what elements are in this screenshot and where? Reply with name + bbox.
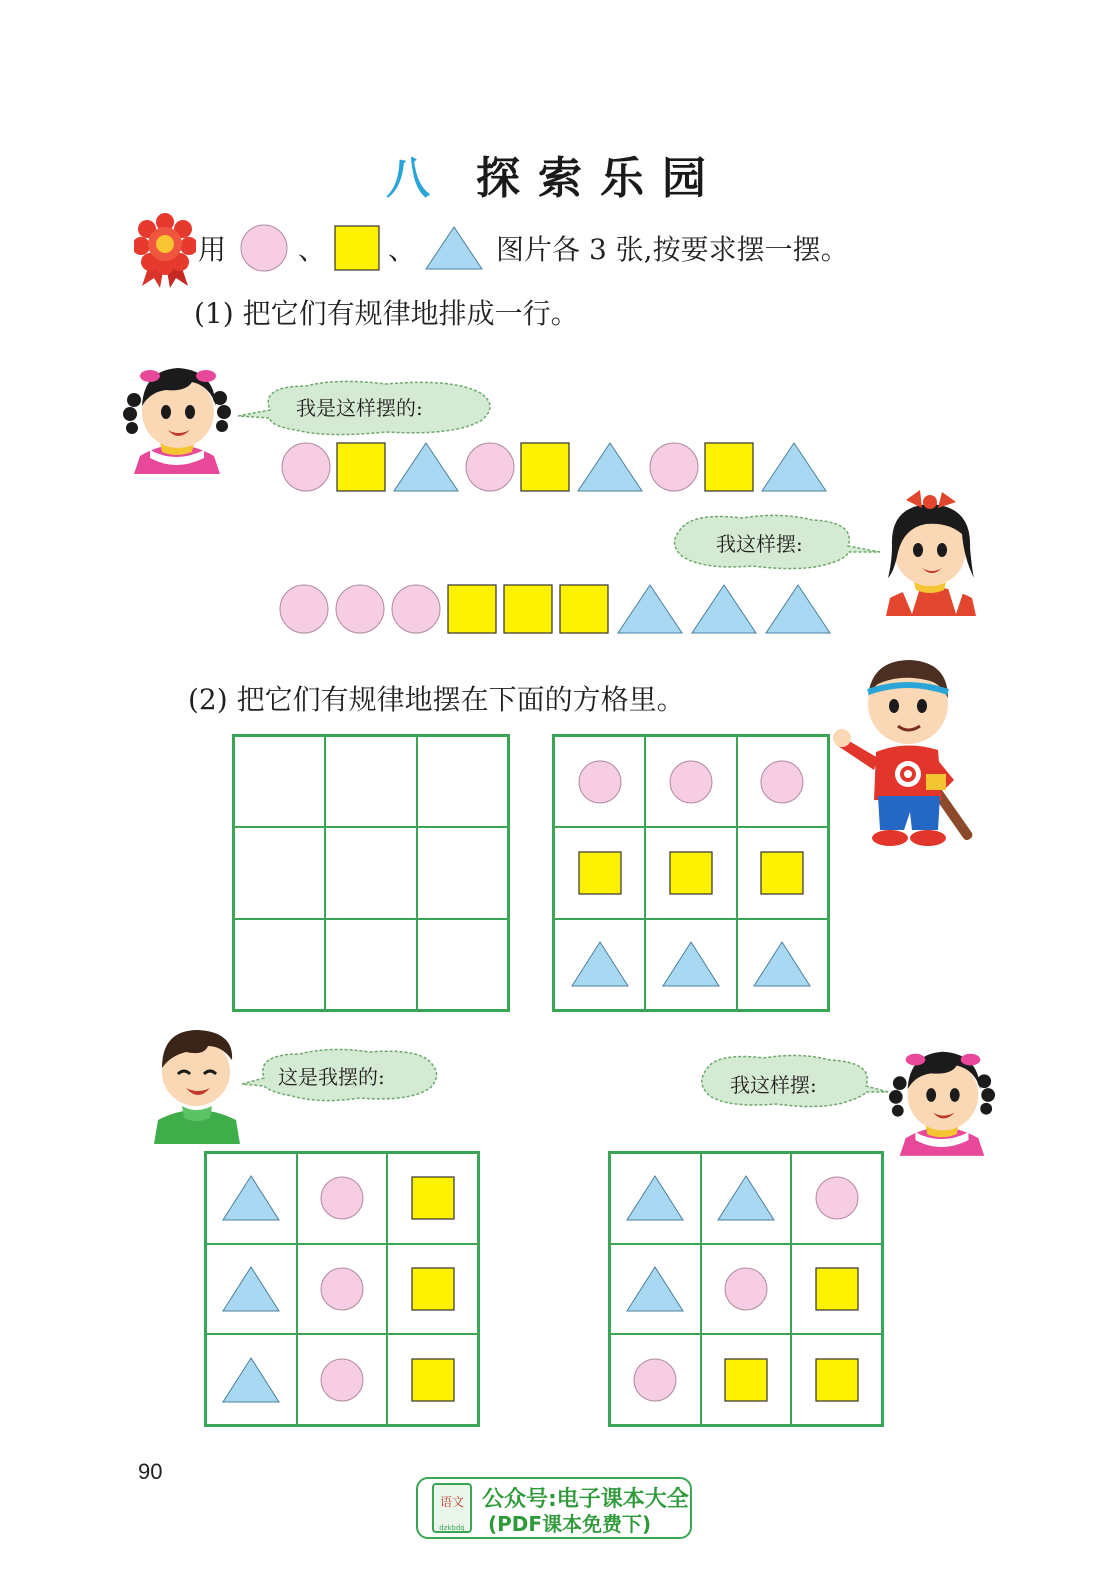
grid-cell (701, 1153, 792, 1244)
grid-cell (554, 736, 645, 827)
square-shape (403, 1170, 463, 1226)
chapter-number: 八 (386, 153, 448, 204)
grid-cell (737, 919, 828, 1010)
grid-cell (325, 919, 416, 1010)
page-title (0, 142, 1110, 206)
square-shape (716, 1352, 776, 1408)
part1-heading: (1) 把它们有规律地排成一行。 (194, 297, 579, 330)
triangle-shape (221, 1261, 281, 1317)
speech-a-text: 我是这样摆的: (296, 396, 423, 420)
circle-shape (312, 1170, 372, 1226)
grid-cell (645, 736, 736, 827)
grid-cell (387, 1244, 478, 1335)
grid-cell (554, 919, 645, 1010)
triangle-shape (625, 1170, 685, 1226)
grid-cell (297, 1244, 388, 1335)
book-badge-icon (432, 1483, 472, 1533)
badge-sub-text: dzkbdq (439, 1524, 465, 1532)
triangle-shape (570, 936, 630, 992)
square-card (334, 225, 380, 271)
square-shape (807, 1261, 867, 1317)
shape-row-a (280, 440, 832, 494)
task-instruction (198, 226, 849, 270)
grid-cell (297, 1334, 388, 1425)
girl-pigtails-illustration (120, 346, 232, 474)
speech-b-text: 我这样摆: (716, 532, 803, 556)
circle-shape (312, 1352, 372, 1408)
triangle-shape (625, 1261, 685, 1317)
grid-cell (737, 827, 828, 918)
task-prefix: 用 (198, 233, 227, 266)
rosette-icon (134, 212, 196, 290)
square-shape (807, 1352, 867, 1408)
grid-cell (554, 827, 645, 918)
task-suffix: 图片各 3 张,按要求摆一摆。 (496, 233, 849, 266)
separator: 、 (388, 233, 417, 266)
grid-cell (206, 1153, 297, 1244)
grid-by-boy (204, 1151, 480, 1427)
grid-cell (610, 1334, 701, 1425)
boy-green-sweater-illustration (152, 1016, 242, 1144)
girl-bow-illustration (876, 478, 984, 616)
circle-shape (752, 754, 812, 810)
page-number: 90 (138, 1459, 163, 1484)
grid-cell (325, 736, 416, 827)
square-shape (403, 1352, 463, 1408)
grid-cell (206, 1334, 297, 1425)
shape-row-b (278, 582, 834, 636)
empty-grid (232, 734, 510, 1012)
triangle-shape (752, 936, 812, 992)
triangle-card (424, 225, 484, 271)
grid-cell (234, 919, 325, 1010)
grid-cell (701, 1244, 792, 1335)
example-grid (552, 734, 830, 1012)
separator: 、 (298, 233, 327, 266)
speech-d-text: 我这样摆: (730, 1073, 817, 1097)
grid-cell (234, 736, 325, 827)
grid-cell (701, 1334, 792, 1425)
grid-cell (234, 827, 325, 918)
grid-cell (417, 736, 508, 827)
circle-shape (625, 1352, 685, 1408)
grid-cell (737, 736, 828, 827)
speech-c-text: 这是我摆的: (278, 1065, 385, 1089)
grid-cell (791, 1244, 882, 1335)
grid-cell (206, 1244, 297, 1335)
girl-pigtails-illustration-2 (886, 1030, 996, 1156)
grid-cell (791, 1153, 882, 1244)
chapter-title: 探索乐园 (476, 153, 724, 204)
circle-card (238, 224, 290, 272)
square-shape (403, 1261, 463, 1317)
square-shape (570, 845, 630, 901)
grid-by-girl (608, 1151, 884, 1427)
circle-shape (312, 1261, 372, 1317)
part2-heading: (2) 把它们有规律地摆在下面的方格里。 (188, 683, 685, 716)
triangle-shape (661, 936, 721, 992)
grid-cell (791, 1334, 882, 1425)
grid-cell (645, 827, 736, 918)
circle-shape (661, 754, 721, 810)
boy-pointing-illustration (830, 646, 990, 852)
circle-shape (716, 1261, 776, 1317)
badge-text: 语文 (439, 1495, 464, 1509)
watermark-line1: 公众号:电子课本大全 (482, 1487, 689, 1512)
circle-shape (807, 1170, 867, 1226)
triangle-shape (221, 1170, 281, 1226)
grid-cell (417, 919, 508, 1010)
watermark-line2: (PDF课本免费下) (488, 1512, 652, 1536)
square-shape (661, 845, 721, 901)
grid-cell (387, 1153, 478, 1244)
grid-cell (325, 827, 416, 918)
grid-cell (417, 827, 508, 918)
grid-cell (297, 1153, 388, 1244)
grid-cell (387, 1334, 478, 1425)
grid-cell (610, 1244, 701, 1335)
triangle-shape (716, 1170, 776, 1226)
grid-cell (610, 1153, 701, 1244)
triangle-shape (221, 1352, 281, 1408)
grid-cell (645, 919, 736, 1010)
circle-shape (570, 754, 630, 810)
square-shape (752, 845, 812, 901)
